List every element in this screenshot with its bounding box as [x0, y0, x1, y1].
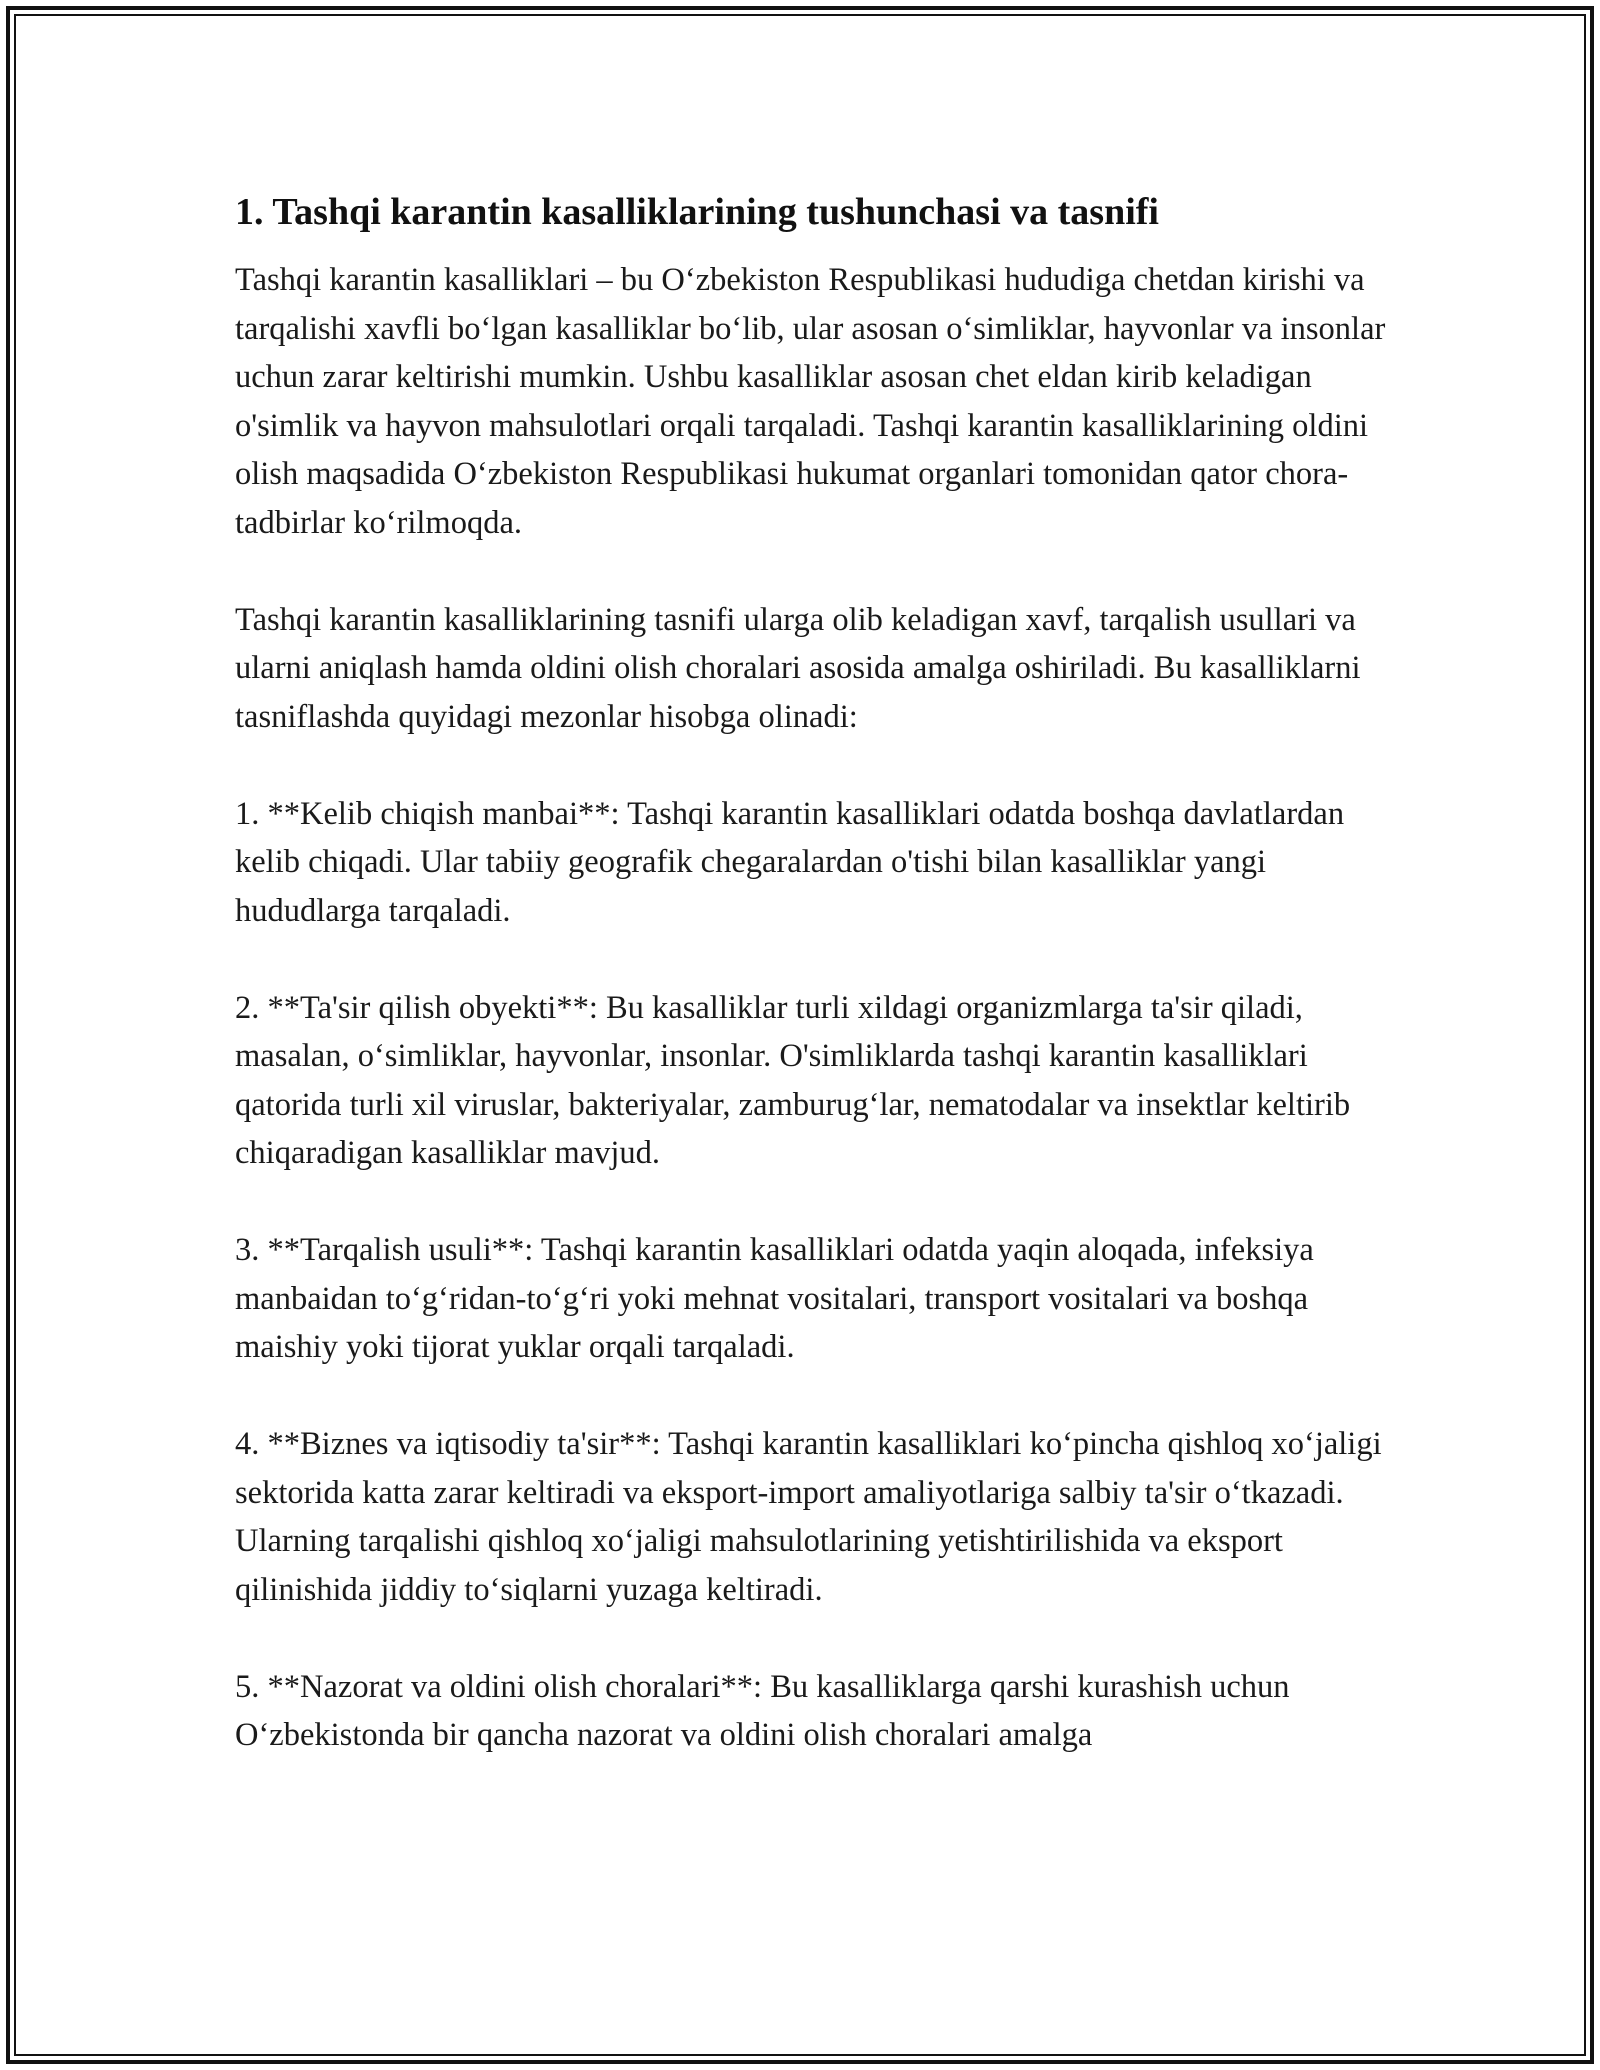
document-body: [235, 188, 1395, 1808]
list-item-control-measures: 5. **Nazorat va oldini olish choralari**: Bu kasalliklarga qarshi kurashish uchun O‘zbekistonda bir qancha nazorat va oldini olish choralari amalga: [235, 1668, 1290, 1753]
paragraph-classification: Tashqi karantin kasalliklarining tasnifi ularga olib keladigan xavf, tarqalish usullari va ularni aniqlash hamda oldini olish choralari asosida amalga oshiriladi. Bu kasalliklarni tasniflashda quyidagi mezonlar hisobga olinadi:: [235, 601, 1361, 735]
paragraph-intro: Tashqi karantin kasalliklari – bu O‘zbekiston Respublikasi hududiga chetdan kirishi va tarqalishi xavfli bo‘lgan kasalliklar bo‘lib, ular asosan o‘simliklar, hayvonlar va insonlar uchun zarar keltirishi mumkin. Ushbu kasalliklar asosan chet eldan kirib keladigan o'simlik va hayvon mahsulotlari orqali tarqaladi. Tashqi karantin kasalliklarining oldini olish maqsadida O‘zbekiston Respublikasi hukumat organlari tomonidan qator chora-tadbirlar ko‘rilmoqda.: [235, 262, 1386, 541]
list-item-spread: 3. **Tarqalish usuli**: Tashqi karantin kasalliklari odatda yaqin aloqada, infeksiya manbaidan to‘g‘ridan-to‘g‘ri yoki mehnat vositalari, transport vositalari va boshqa maishiy yoki tijorat yuklar orqali tarqaladi.: [235, 1232, 1314, 1365]
section-heading: 1. Tashqi karantin kasalliklarining tushunchasi va tasnifi: [235, 191, 1159, 233]
list-item-target: 2. **Ta'sir qilish obyekti**: Bu kasalliklar turli xildagi organizmlarga ta'sir qiladi, masalan, o‘simliklar, hayvonlar, insonlar. O'simliklarda tashqi karantin kasalliklari qatorida turli xil viruslar, bakteriyalar, zamburug‘lar, nematodalar va insektlar keltirib chiqaradigan kasalliklar mavjud.: [235, 989, 1351, 1171]
list-item-origin: 1. **Kelib chiqish manbai**: Tashqi karantin kasalliklari odatda boshqa davlatlardan kelib chiqadi. Ular tabiiy geografik chegaralardan o'tishi bilan kasalliklar yangi hududlarga tarqaladi.: [235, 795, 1345, 929]
list-item-economic-impact: 4. **Biznes va iqtisodiy ta'sir**: Tashqi karantin kasalliklari ko‘pincha qishloq xo‘jaligi sektorida katta zarar keltiradi va eksport-import amaliyotlariga salbiy ta'sir o‘tkazadi. Ularning tarqalishi qishloq xo‘jaligi mahsulotlarining yetishtirilishida va eksport qilinishida jiddiy to‘siqlarni yuzaga keltiradi.: [235, 1426, 1382, 1608]
